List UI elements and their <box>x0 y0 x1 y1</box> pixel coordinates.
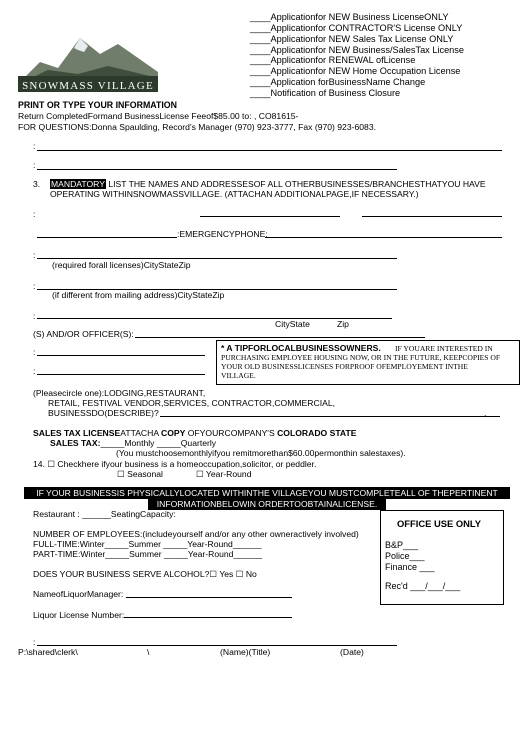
physical-address-field[interactable] <box>37 258 397 259</box>
tip-line-2: PURCHASING EMPLOYEE HOUSING NOW, OR IN THE FUTURE, KEEPCOPIES OF <box>221 353 501 362</box>
application-option[interactable]: ____Applicationfor NEW Business/SalesTax License <box>250 45 464 55</box>
tip-line-4: VILLAGE. <box>221 371 256 380</box>
date-label: (Date) <box>340 647 364 657</box>
officer-field-1[interactable] <box>37 355 205 356</box>
field-label: : <box>33 209 36 219</box>
application-option[interactable]: ____Notification of Business Closure <box>250 88 401 98</box>
q3-number: 3. <box>33 179 41 189</box>
tip-box <box>216 340 520 385</box>
officers-field[interactable] <box>135 337 425 338</box>
q3-text-2: OPERATING WITHINSNOWMASSVILLAGE. (ATTACHAN ADDITIONALPAGE,IF NECESSARY.) <box>50 189 419 199</box>
application-option[interactable]: ____Applicationfor RENEWAL ofLicense <box>250 55 416 65</box>
liquor-manager-field[interactable] <box>126 597 292 598</box>
sales-tax-note: (You mustchoosemonthlyifyou remitmorethan$60.00permonthin salestaxes). <box>116 448 406 458</box>
field-label: : <box>33 347 36 357</box>
sales-tax-heading: SALES TAX LICENSEATTACHA COPY OFYOURCOMPANY'S COLORADO STATE <box>33 428 357 438</box>
tip-title: * A TIPFORLOCALBUSINESSOWNERS. <box>221 343 381 353</box>
employees-label: NUMBER OF EMPLOYEES:(includeyourself and/or any other owneractively involved) <box>33 529 359 539</box>
city-state-label: CityState <box>275 319 310 329</box>
banner-line-2: INFORMATIONBELOWIN ORDERTOOBTAINALICENSE. <box>148 498 386 510</box>
other-business-field[interactable] <box>200 216 340 217</box>
seasonal-checkbox[interactable]: ☐ Seasonal <box>117 469 163 479</box>
field-label: : <box>33 637 36 647</box>
office-received: Rec'd ___/___/___ <box>385 581 461 591</box>
field-label: : <box>33 160 36 170</box>
officers-label: (S) AND/OR OFFICER(S): <box>33 329 134 339</box>
other-business-address-field[interactable] <box>362 216 502 217</box>
emergency-phone-label: :EMERGENCYPHONE: <box>177 229 268 239</box>
emergency-phone-field[interactable] <box>265 237 502 238</box>
field-label: : <box>33 250 36 260</box>
application-option[interactable]: ____Applicationfor CONTRACTOR'S License ONLY <box>250 23 463 33</box>
liquor-manager-label: NameofLiquorManager: <box>33 589 124 599</box>
office-finance: Finance ___ <box>385 562 435 572</box>
logo-text: SNOWMASS VILLAGE <box>22 80 154 92</box>
q3-text: MANDATORY LIST THE NAMES AND ADDRESSESOF ALL OTHERBUSINESSES/BRANCHESTHATYOU HAVE <box>51 179 486 189</box>
office-use-title: OFFICE USE ONLY <box>397 518 482 529</box>
field-label: : <box>33 141 36 151</box>
home-occupation-checkbox[interactable]: 14. ☐ Checkhere ifyour business is a homeoccupation,solicitor, or peddler. <box>33 459 317 469</box>
footer-path: P:\shared\clerk\ <box>18 647 78 657</box>
business-type-line-1: (Pleasecircle one):LODGING,RESTAURANT, <box>33 388 206 398</box>
alcohol-question[interactable]: DOES YOUR BUSINESS SERVE ALCOHOL?☐ Yes ☐ No <box>33 569 257 579</box>
questions-contact: FOR QUESTIONS:Donna Spaulding, Record's Manager (970) 923-3777, Fax (970) 923-6083. <box>18 122 376 132</box>
zip-label: Zip <box>337 319 349 329</box>
snowmass-village-logo <box>18 24 158 92</box>
print-instruction: PRINT OR TYPE YOUR INFORMATION <box>18 100 178 110</box>
office-use-box <box>380 510 504 605</box>
signature-field[interactable] <box>37 645 397 646</box>
liquor-license-field[interactable] <box>124 617 292 618</box>
office-bp: B&P___ <box>385 540 419 550</box>
business-name-field[interactable] <box>37 150 502 151</box>
application-option[interactable]: ____Applicationfor NEW Business LicenseONLY <box>250 12 449 22</box>
part-time-employees[interactable]: PART-TIME:Winter_____Summer _____Year-Round______ <box>33 549 263 559</box>
footer-slash: \ <box>147 647 150 657</box>
restaurant-seating[interactable]: Restaurant : ______SeatingCapacity: <box>33 509 176 519</box>
banner-line-1: IF YOUR BUSINESSIS PHYSICALLYLOCATED WITHINTHE VILLAGEYOU MUSTCOMPLETEALL OF THEPERTINENT <box>24 487 510 499</box>
business-type-line-3: BUSINESSDO(DESCRIBE)? <box>48 408 159 418</box>
field-label: : <box>33 281 36 291</box>
application-option[interactable]: ____Applicationfor NEW Home Occupation License <box>250 66 461 76</box>
tip-line-1: IF YOUARE INTERESTED IN <box>395 344 493 353</box>
mandatory-label: MANDATORY <box>51 179 105 189</box>
physical-address-hint: (required forall licenses)CityStateZip <box>52 260 191 270</box>
business-field-2[interactable] <box>37 169 397 170</box>
application-option[interactable]: ____Applicationfor NEW Sales Tax License ONLY <box>250 34 454 44</box>
office-police: Police___ <box>385 551 425 561</box>
business-describe-field[interactable] <box>160 416 500 417</box>
mailing-address-hint: (if different from mailing address)CityStateZip <box>52 290 225 300</box>
period: . <box>484 408 487 418</box>
business-type-line-2: RETAIL, FESTIVAL VENDOR,SERVICES, CONTRACTOR,COMMERCIAL, <box>48 398 335 408</box>
return-instructions: Return CompletedFormand BusinessLicense Feeof$85.00 to: , CO81615- <box>18 111 299 121</box>
year-round-checkbox[interactable]: ☐ Year-Round <box>196 469 252 479</box>
tip-line-3: YOUR OLD BUSINESSLICENSES FORPROOF OFEMPLOYEMENT INTHE <box>221 362 468 371</box>
field-label: : <box>33 366 36 376</box>
name-title-label: (Name)(Title) <box>220 647 271 657</box>
application-option[interactable]: ____Application forBusinessName Change <box>250 77 426 87</box>
field-label: : <box>33 311 36 321</box>
full-time-employees[interactable]: FULL-TIME:Winter_____Summer _____Year-Round______ <box>33 539 262 549</box>
liquor-license-label: Liquor License Number: <box>33 610 125 620</box>
officer-field-2[interactable] <box>37 374 205 375</box>
sales-tax-frequency[interactable]: SALES TAX:_____Monthly _____Quarterly <box>50 438 217 448</box>
